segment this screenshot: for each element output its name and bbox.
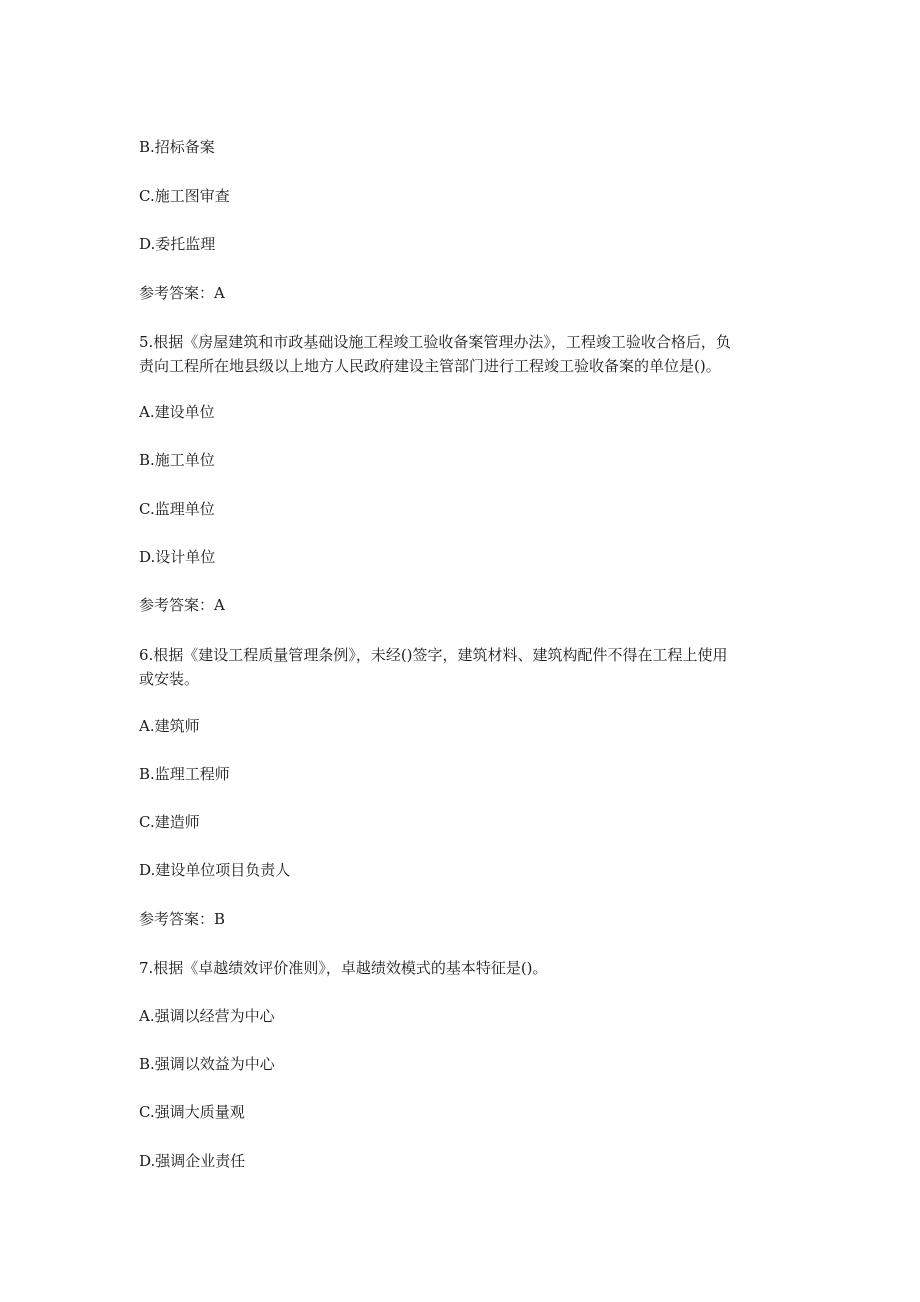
option-5d: D.设计单位 (139, 548, 216, 566)
option-4c: C.施工图审查 (139, 187, 230, 205)
option-6b: B.监理工程师 (139, 765, 230, 783)
option-7a: A.强调以经营为中心 (139, 1007, 275, 1025)
option-7c: C.强调大质量观 (139, 1103, 245, 1121)
question-5-line-1: 5.根据《房屋建筑和市政基础设施工程竣工验收备案管理办法》，工程竣工验收合格后，负 (139, 333, 731, 351)
question-5-line-2: 责向工程所在地县级以上地方人民政府建设主管部门进行工程竣工验收备案的单位是()。 (139, 357, 721, 375)
answer-5: 参考答案：A (139, 596, 225, 614)
question-6-line-1: 6.根据《建设工程质量管理条例》，未经()签字，建筑材料、建筑构配件不得在工程上使用 (139, 646, 728, 664)
option-7d: D.强调企业责任 (139, 1152, 246, 1170)
option-5a: A.建设单位 (139, 403, 215, 421)
option-5b: B.施工单位 (139, 451, 215, 469)
option-4d: D.委托监理 (139, 235, 216, 253)
option-6a: A.建筑师 (139, 717, 200, 735)
question-7: 7.根据《卓越绩效评价准则》，卓越绩效模式的基本特征是()。 (139, 959, 548, 977)
question-6-line-2: 或安装。 (139, 670, 200, 688)
option-6d: D.建设单位项目负责人 (139, 861, 291, 879)
option-6c: C.建造师 (139, 813, 200, 831)
answer-6: 参考答案：B (139, 910, 226, 928)
answer-4: 参考答案：A (139, 284, 225, 302)
option-7b: B.强调以效益为中心 (139, 1055, 275, 1073)
option-4b: B.招标备案 (139, 138, 215, 156)
option-5c: C.监理单位 (139, 500, 215, 518)
